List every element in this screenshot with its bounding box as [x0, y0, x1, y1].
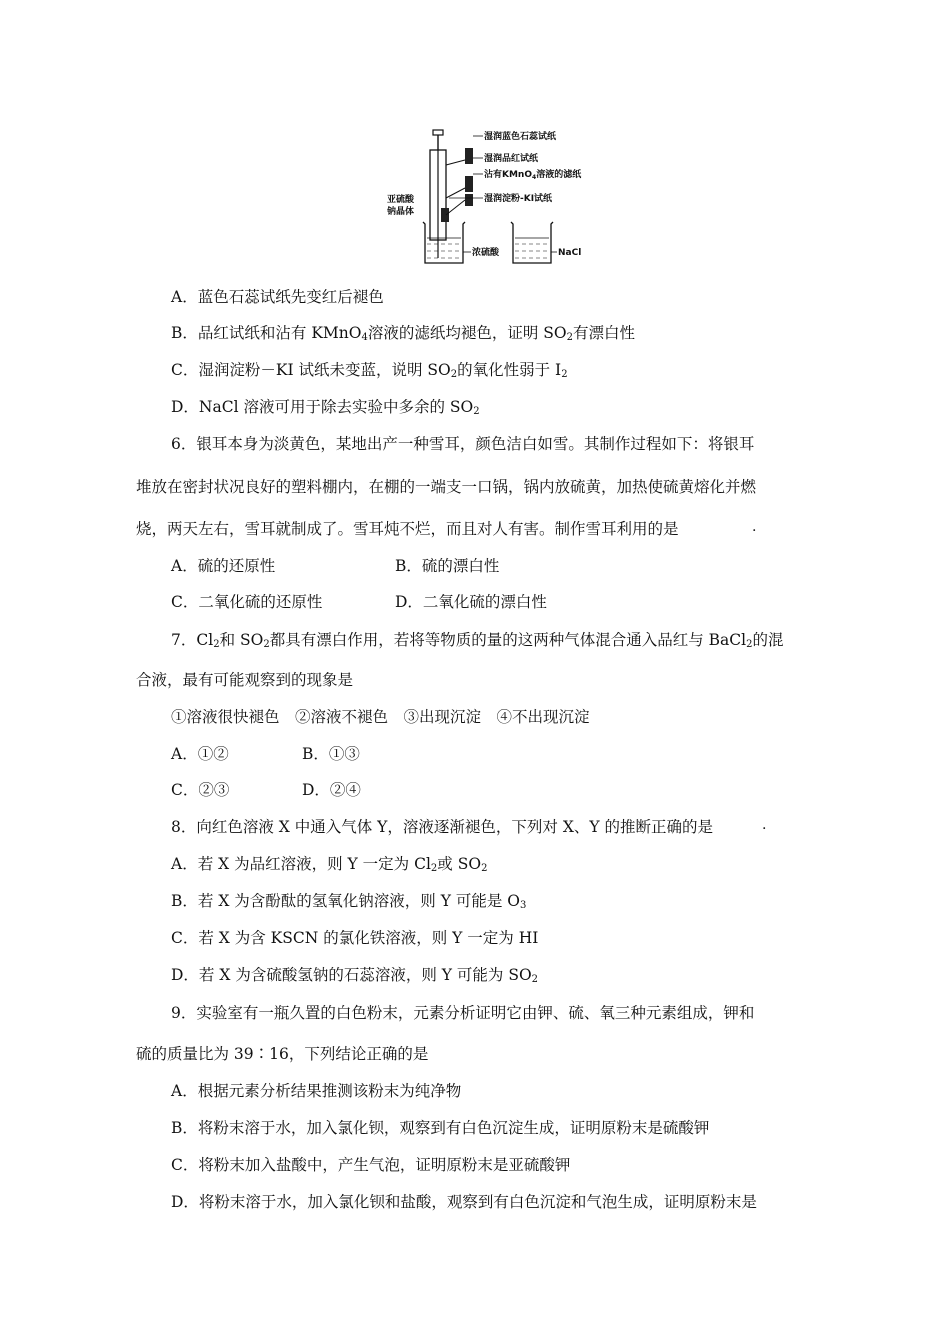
q6-option-d: D．二氧化硫的漂白性	[395, 593, 547, 611]
q9-stem-line2: 硫的质量比为 39∶16，下列结论正确的是	[136, 1045, 429, 1063]
paper-kmno4	[465, 194, 473, 206]
q6-option-c: C．二氧化硫的还原性	[171, 593, 323, 611]
q8-option-a: A．若 X 为品红溶液，则 Y 一定为 $Cl_2$或 $SO_2$	[171, 855, 488, 874]
q9-option-a: A．根据元素分析结果推测该粉末为纯净物	[171, 1082, 462, 1100]
q7-option-d: D．②④	[302, 781, 361, 799]
q9-option-c: C．将粉末加入盐酸中，产生气泡，证明原粉末是亚硫酸钾	[171, 1156, 571, 1174]
q8-option-c: C．若 X 为含 KSCN 的氯化铁溶液，则 Y 一定为 HI	[171, 929, 539, 947]
beaker-acid	[423, 222, 465, 263]
q6-option-a: A．硫的还原性	[171, 557, 276, 575]
q7-option-c: C．②③	[171, 781, 230, 799]
q5-option-d: D．NaCl 溶液可用于除去实验中多余的 $SO_2$	[171, 398, 480, 417]
q8-answer-dot: .	[762, 817, 767, 833]
q5-option-a: A．蓝色石蕊试纸先变红后褪色	[171, 288, 384, 306]
syringe-plunger-top	[433, 130, 443, 135]
label-magenta: 湿润品红试纸	[484, 154, 539, 164]
q6-option-b: B．硫的漂白性	[395, 557, 500, 575]
label-starch: 湿润淀粉-KI试纸	[484, 194, 553, 204]
q5-option-b: B．品红试纸和沾有 KMnO$_4$溶液的滤纸均褪色，证明 $SO_2$有漂白性	[171, 324, 635, 343]
q7-stem-line2: 合液，最有可能观察到的现象是	[136, 671, 354, 689]
label-nacl: NaCl	[558, 248, 582, 258]
q9-option-d: D．将粉末溶于水，加入氯化钡和盐酸，观察到有白色沉淀和气泡生成，证明原粉末是	[171, 1193, 757, 1211]
q6-stem-line3: 烧，两天左右，雪耳就制成了。雪耳炖不烂，而且对人有害。制作雪耳利用的是	[136, 520, 679, 538]
q7-option-a: A．①②	[171, 745, 229, 763]
q6-stem-line1: 6．银耳本身为淡黄色，某地出产一种雪耳，颜色洁白如雪。其制作过程如下：将银耳	[171, 435, 755, 453]
q9-option-b: B．将粉末溶于水，加入氯化钡，观察到有白色沉淀生成，证明原粉末是硫酸钾	[171, 1119, 710, 1137]
label-kmno4: 沾有KMnO$_4$溶液的滤纸	[484, 170, 582, 181]
beaker-nacl	[511, 222, 553, 263]
q6-stem-line2: 堆放在密封状况良好的塑料棚内，在棚的一端支一口锅，锅内放硫黄，加热使硫黄熔化并燃	[136, 478, 757, 496]
q7-phenomena: ①溶液很快褪色 ②溶液不褪色 ③出现沉淀 ④不出现沉淀	[171, 708, 590, 726]
paper-starch	[441, 208, 449, 222]
label-acid: 浓硫酸	[472, 248, 500, 258]
q8-option-b: B．若 X 为含酚酞的氢氧化钠溶液，则 Y 可能是 $O_3$	[171, 892, 527, 911]
experiment-figure	[385, 120, 600, 270]
paper-litmus	[465, 148, 473, 164]
q5-option-c: C．湿润淀粉－KI 试纸未变蓝，说明 $SO_2$的氧化性弱于 $I_2$	[171, 361, 568, 380]
label-sulfite-1: 亚硫酸	[387, 195, 415, 205]
q7-stem-line1: 7．$Cl_2$和 $SO_2$都具有漂白作用，若将等物质的量的这两种气体混合通入品红与 BaCl$_2$的混	[171, 631, 784, 650]
q7-option-b: B．①③	[302, 745, 360, 763]
q8-stem: 8．向红色溶液 X 中通入气体 Y，溶液逐渐褪色，下列对 X、Y 的推断正确的是	[171, 818, 714, 836]
label-litmus: 湿润蓝色石蕊试纸	[484, 132, 557, 142]
q9-stem-line1: 9．实验室有一瓶久置的白色粉末，元素分析证明它由钾、硫、氧三种元素组成，钾和	[171, 1004, 755, 1022]
q6-answer-dot: .	[752, 519, 757, 535]
label-sulfite-2: 钠晶体	[387, 207, 415, 217]
paper-magenta	[465, 176, 473, 192]
q8-option-d: D．若 X 为含硫酸氢钠的石蕊溶液，则 Y 可能为 $SO_2$	[171, 966, 539, 985]
